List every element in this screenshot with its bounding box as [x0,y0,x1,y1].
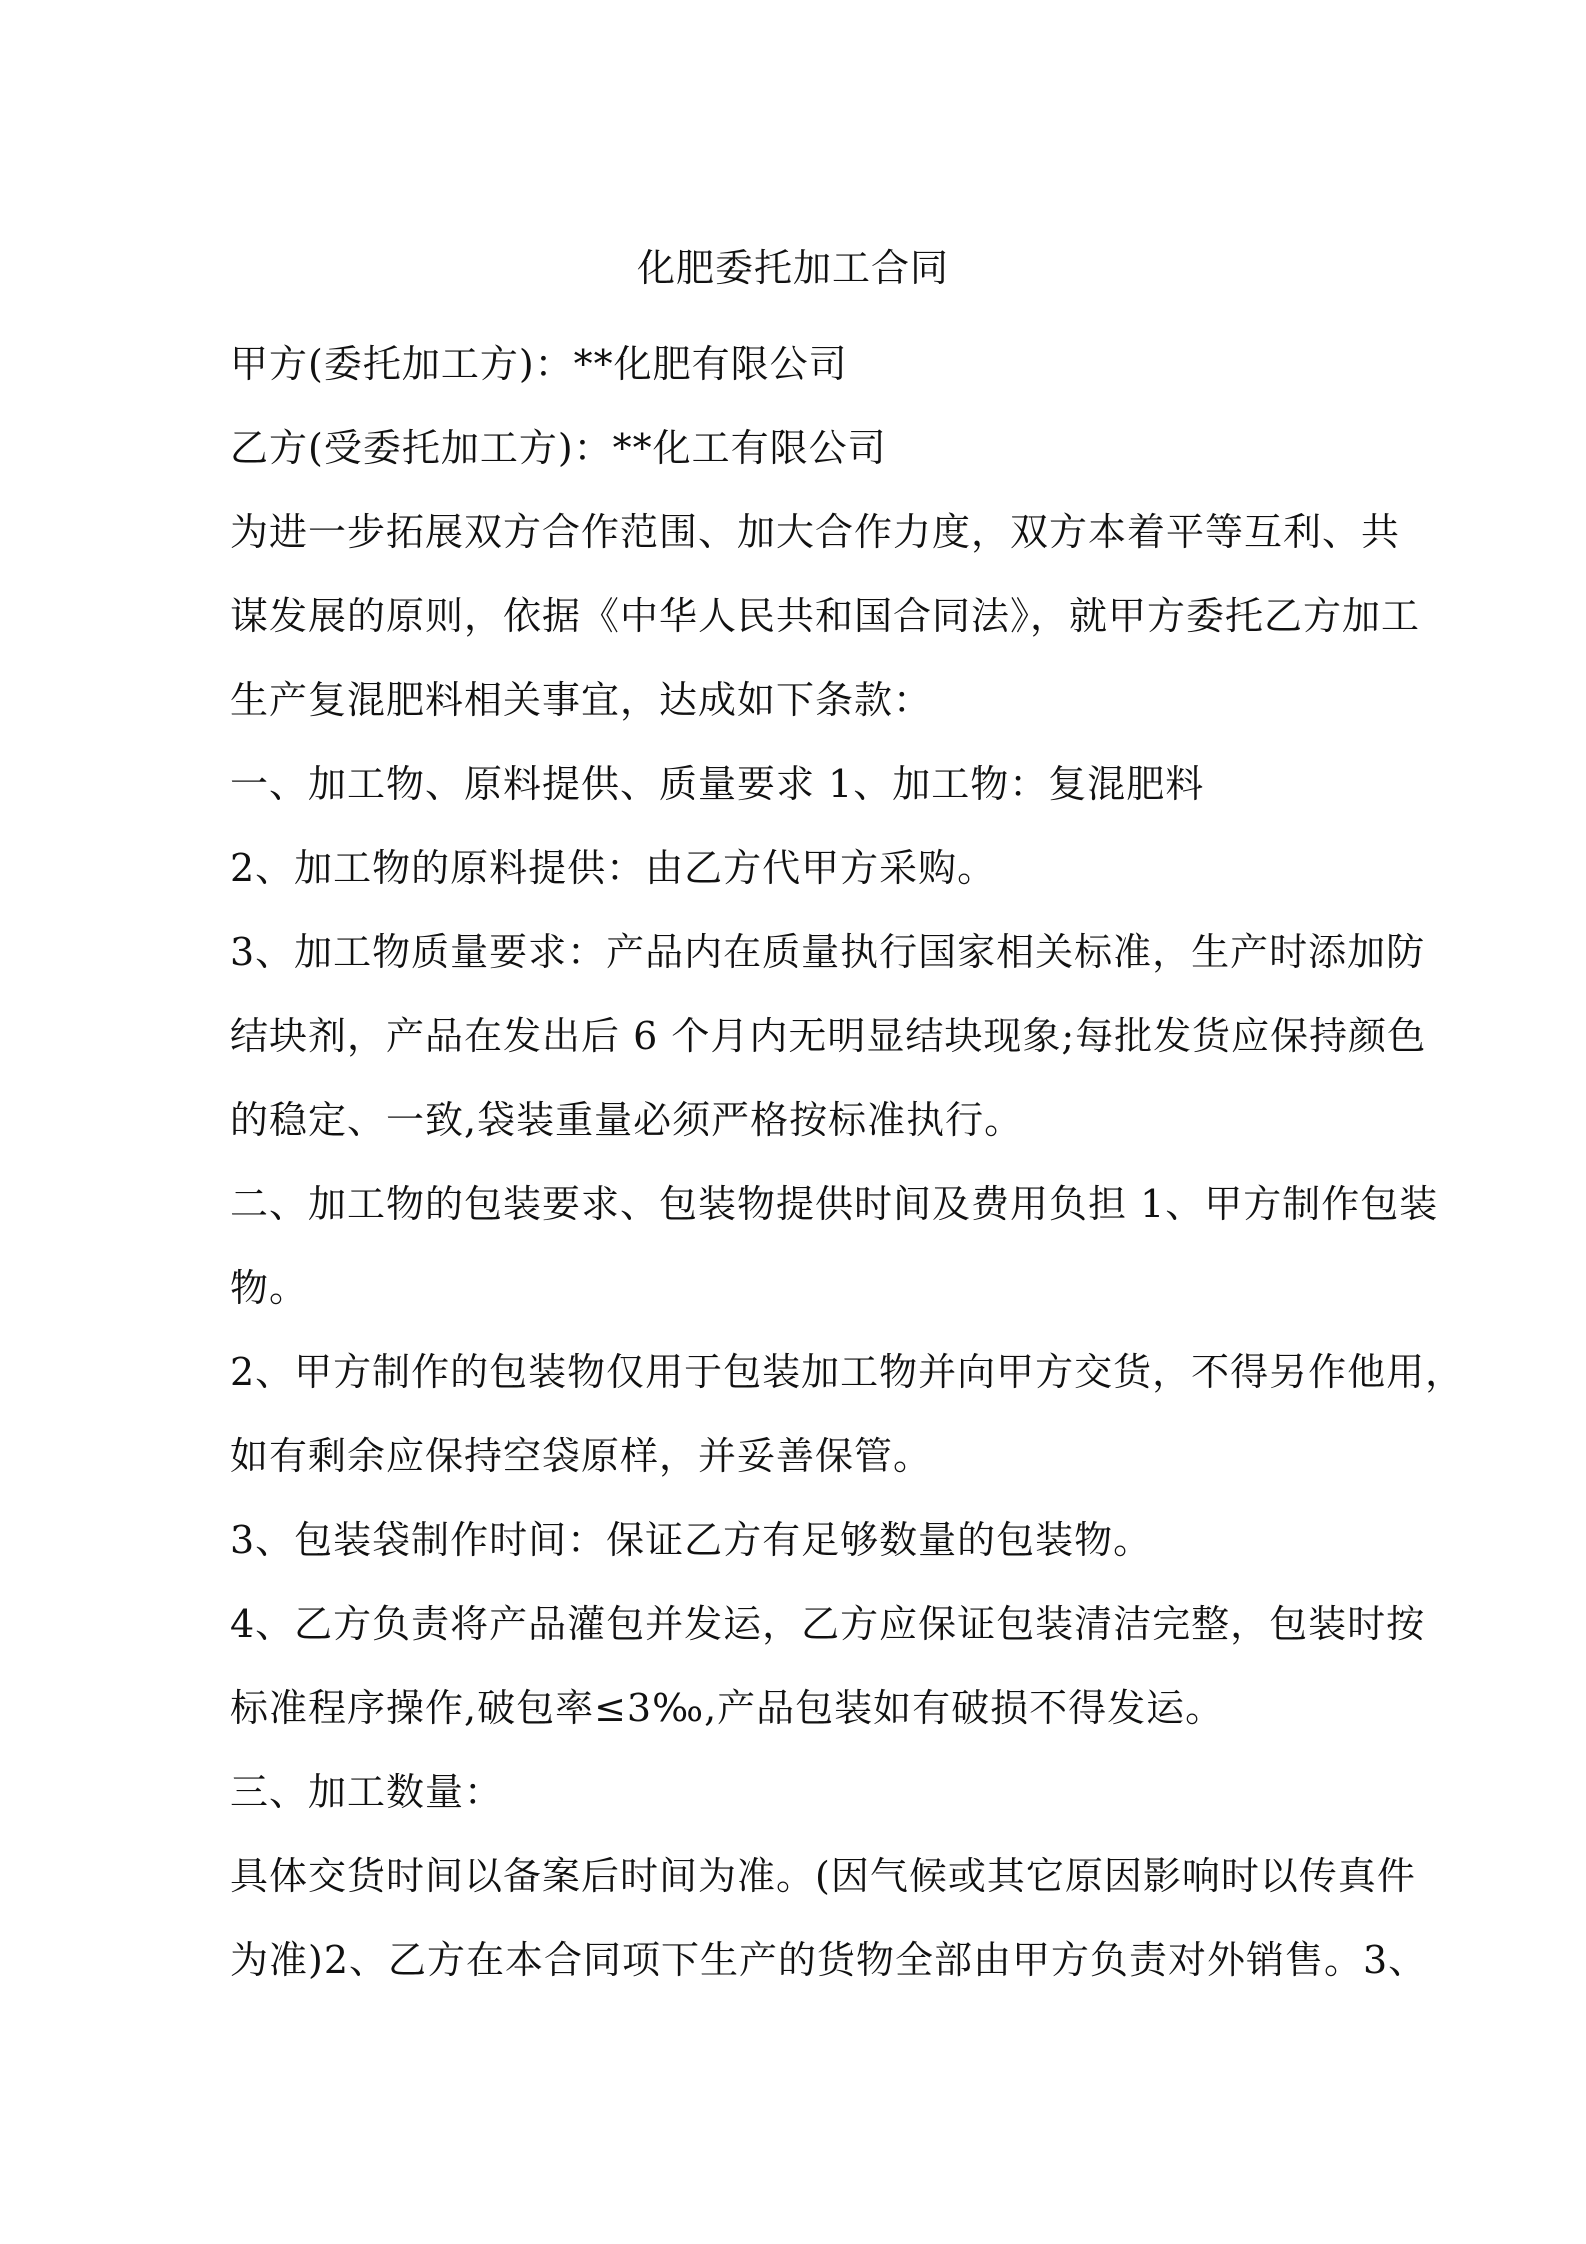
party-b-line: 乙方(受委托加工方)：**化工有限公司 [230,426,887,470]
preamble-line-1: 为进一步拓展双方合作范围、加大合作力度，双方本着平等互利、共 [230,510,1401,554]
clause-1-3-line-1: 3、加工物质量要求：产品内在质量执行国家相关标准，生产时添加防 [230,930,1426,974]
document-title: 化肥委托加工合同 [636,246,949,290]
clause-2-4-line-2: 标准程序操作,破包率≤3‰,产品包装如有破损不得发运。 [230,1686,1225,1730]
section-2-heading-line-1: 二、加工物的包装要求、包装物提供时间及费用负担 1、甲方制作包装 [230,1182,1439,1226]
preamble-line-2: 谋发展的原则，依据《中华人民共和国合同法》，就甲方委托乙方加工 [230,594,1421,638]
section-1-heading: 一、加工物、原料提供、质量要求 1、加工物：复混肥料 [230,762,1205,806]
clause-2-3: 3、包装袋制作时间：保证乙方有足够数量的包装物。 [230,1518,1153,1562]
party-a-line: 甲方(委托加工方)：**化肥有限公司 [230,342,848,386]
preamble-line-3: 生产复混肥料相关事宜，达成如下条款： [230,678,933,722]
section-2-heading-line-2: 物。 [230,1266,309,1310]
clause-1-3-line-2: 结块剂，产品在发出后 6 个月内无明显结块现象;每批发货应保持颜色 [230,1014,1427,1058]
section-3-line-2: 为准)2、乙方在本合同项下生产的货物全部由甲方负责对外销售。3、 [230,1938,1428,1982]
clause-1-3-line-3: 的稳定、一致,袋装重量必须严格按标准执行。 [230,1098,1024,1142]
document-body [230,322,1465,2002]
clause-1-2: 2、加工物的原料提供：由乙方代甲方采购。 [230,846,997,890]
clause-2-2-line-1: 2、甲方制作的包装物仅用于包装加工物并向甲方交货，不得另作他用， [230,1350,1465,1394]
clause-2-2-line-2: 如有剩余应保持空袋原样，并妥善保管。 [230,1434,933,1478]
clause-2-4-line-1: 4、乙方负责将产品灌包并发运，乙方应保证包装清洁完整，包装时按 [230,1602,1426,1646]
section-3-heading: 三、加工数量： [230,1770,504,1814]
section-3-line-1: 具体交货时间以备案后时间为准。(因气候或其它原因影响时以传真件 [230,1854,1416,1898]
